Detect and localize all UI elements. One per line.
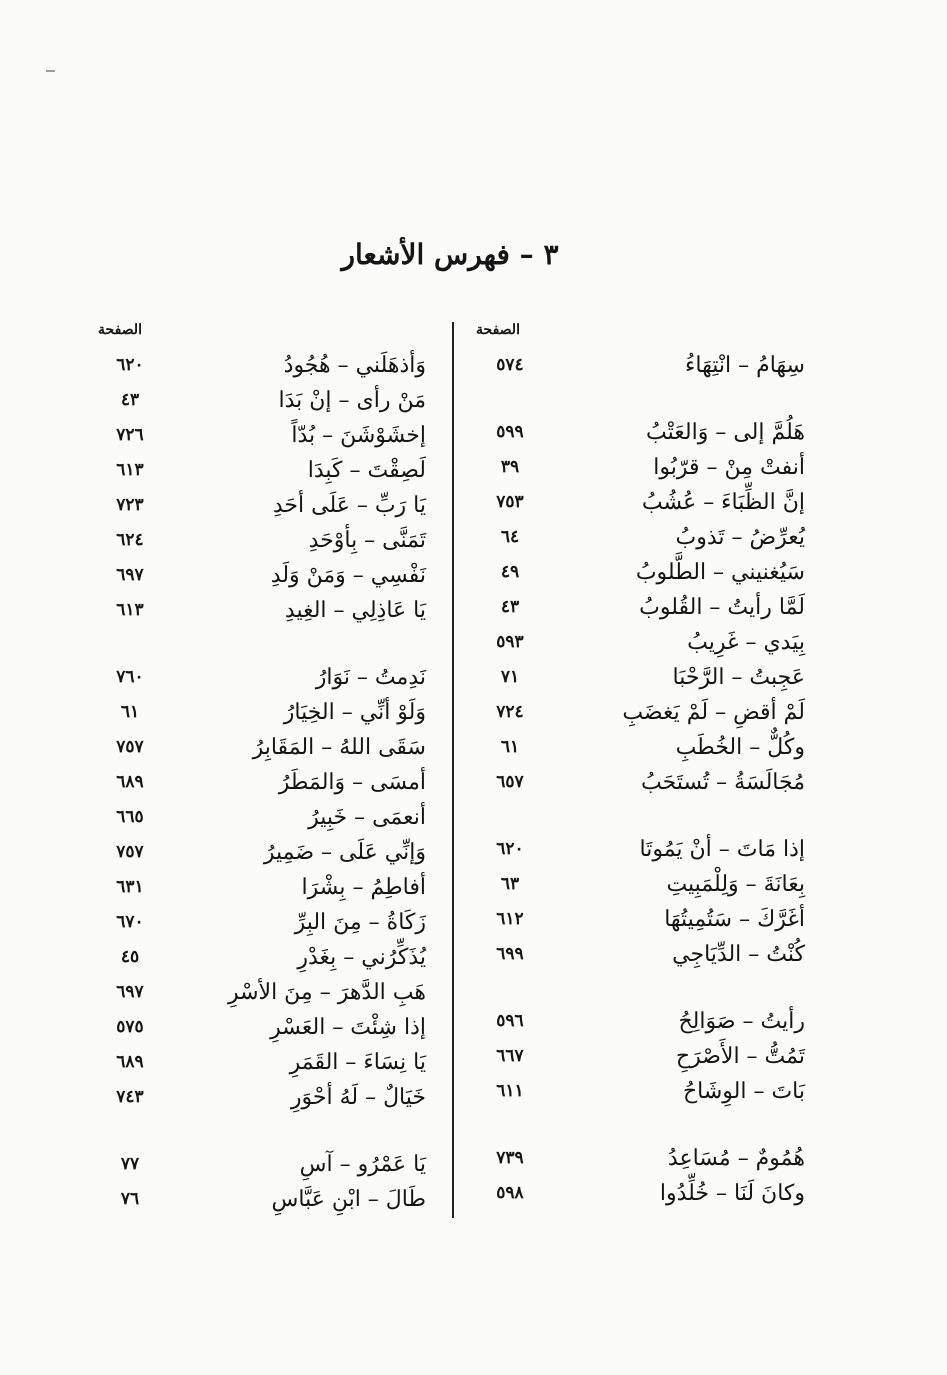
page-number: ٦٢٠ [116,355,144,375]
index-entry [90,348,426,383]
index-entry [470,1074,805,1109]
right-column-header: الصفحة [476,322,520,338]
page-number: ٧٥٧ [116,737,144,757]
verse-text: رأيتُ – صَوَالِحُ [678,1009,805,1034]
page-number: ٦٨٩ [116,772,144,792]
index-entry [470,730,805,765]
index-entry [470,450,805,485]
page-number: ٦٥٧ [496,772,524,792]
index-entry [90,1080,426,1115]
section-gap [90,1115,426,1147]
verse-text: تَمَنَّى – بِأوْحَدِ [308,528,426,553]
verse-text: بَاتَ – الوِشَاحُ [682,1079,805,1104]
page-number: ٦٢٤ [116,530,144,550]
verse-text: لَمْ أقضِ – لَمْ يَغضَبِ [622,700,805,725]
index-entry [90,1182,426,1217]
page-number: ٧٣٩ [496,1148,524,1168]
verse-text: لَمَّا رأيتُ – القُلوبُ [639,595,805,620]
left-column-header: الصفحة [98,322,142,338]
page-number: ٧٢٣ [116,495,144,515]
page-number: ٦٧٠ [116,912,144,932]
page-number: ٤٣ [500,597,520,617]
section-gap [470,972,805,1004]
verse-text: يُعرِّضُ – تَذوبُ [675,525,805,550]
section-gap [90,628,426,660]
page-number: ٧٦ [120,1189,140,1209]
page-number: ٦٩٧ [116,565,144,585]
index-entry [470,867,805,902]
index-entry [470,520,805,555]
page-number: ٦٨٩ [116,1052,144,1072]
verse-text: خَيَالٌ – لَهُ أحْوَرِ [290,1085,426,1110]
index-entry [470,415,805,450]
index-entry [470,902,805,937]
verse-text: وَأذهَلَني – هُجُودُ [283,353,426,378]
scan-mark [46,70,55,72]
verse-text: بِيَدي – غَرِيبُ [687,630,805,655]
index-entry [470,1141,805,1176]
right-index-column [470,348,805,1211]
page-number: ٥٩٣ [496,632,524,652]
page-number: ٧٤٣ [116,1087,144,1107]
page-number: ٦٣ [500,874,520,894]
index-entry [90,765,426,800]
verse-text: هُمُومٌ – مُسَاعِدُ [667,1146,805,1171]
page-number: ٦١١ [496,1081,524,1101]
index-entry [470,555,805,590]
section-gap [470,383,805,415]
page-number: ٦٦٥ [116,807,144,827]
verse-text: نَدِمتُ – نَوَارُ [315,665,426,690]
verse-text: أفاطِمُ – بِشْرَا [301,875,426,900]
index-entry [470,765,805,800]
verse-text: سَيُغنيني – الطَّلوبُ [635,560,805,585]
page-number: ٦١٢ [496,909,524,929]
page-number: ٦١ [500,737,520,757]
verse-text: إذا شِئْتَ – العَسْرِ [270,1015,426,1040]
page-number: ٤٣ [120,390,140,410]
verse-text: سَقَى اللهُ – المَقَابِرُ [252,735,426,760]
index-entry [470,660,805,695]
verse-text: بِعَانَةَ – وَلِلْمَبِيتِ [666,872,805,897]
index-entry [90,558,426,593]
index-entry [470,832,805,867]
verse-text: وكُلٌّ – الخُطَبِ [675,735,805,760]
page-number: ٧٦٠ [116,667,144,687]
page-number: ٧١ [500,667,520,687]
index-entry [470,937,805,972]
index-entry [470,485,805,520]
index-entry [90,1147,426,1182]
index-entry [90,800,426,835]
verse-text: إنَّ الظِّبَاءَ – عُشُبُ [641,490,805,515]
verse-text: طَالَ – ابْنِ عَبَّاسِ [271,1187,426,1212]
index-entry [90,488,426,523]
verse-text: يَا عَاذِلِي – الغِيدِ [284,598,426,623]
page-number: ٧٢٤ [496,702,524,722]
verse-text: يَا نِسَاءَ – القَمَرِ [289,1050,426,1075]
page-number: ٥٩٨ [496,1183,524,1203]
index-entry [90,523,426,558]
page-number: ٧٧ [120,1154,140,1174]
page-number: ٦٣١ [116,877,144,897]
verse-text: نَفْسِي – وَمَنْ وَلَدِ [270,563,426,588]
index-entry [90,1045,426,1080]
verse-text: وكانَ لَنَا – خُلِّدُوا [659,1181,805,1206]
index-entry [470,695,805,730]
index-entry [470,1176,805,1211]
verse-text: يُذَكِّرُني – بِغَدْرِ [297,945,426,970]
verse-text: زَكَاةُ – مِنَ البِرِّ [294,910,426,935]
index-entry [90,905,426,940]
page-number: ٥٧٤ [496,355,524,375]
verse-text: أنفتْ مِنْ – قرّبُوا [653,455,805,480]
page-number: ٥٧٥ [116,1017,144,1037]
index-entry [90,695,426,730]
column-divider [452,322,454,1218]
index-entry [90,870,426,905]
verse-text: إخشَوْشَنَ – بُدّاً [291,423,426,448]
index-entry [90,660,426,695]
verse-text: لَصِقْتَ – كَبِدَا [307,458,426,483]
page-number: ٧٥٣ [496,492,524,512]
page-number: ٦٩٧ [116,982,144,1002]
index-entry [470,348,805,383]
verse-text: تَمُتُّ – الأَصْرَحِ [675,1044,805,1069]
verse-text: أمسَى – وَالمَطَرُ [278,770,426,795]
page-number: ٦٤ [500,527,520,547]
page-number: ٤٩ [500,562,520,582]
index-entry [470,625,805,660]
index-entry [90,383,426,418]
page-number: ٥٩٦ [496,1011,524,1031]
page-number: ٥٩٩ [496,422,524,442]
index-entry [90,453,426,488]
verse-text: وَإنِّي عَلَى – ضَمِيرُ [263,840,426,865]
index-entry [470,590,805,625]
index-entry [470,1004,805,1039]
page-number: ٦٦٧ [496,1046,524,1066]
verse-text: يَا عَمْرُو – آسِ [299,1152,426,1177]
index-entry [90,835,426,870]
page-number: ٦١٣ [116,460,144,480]
section-gap [470,800,805,832]
page-number: ٦١ [120,702,140,722]
verse-text: عَجِبتُ – الرَّحْبَا [672,665,805,690]
verse-text: إذا مَاتَ – أنْ يَمُوتَا [639,837,805,862]
verse-text: يَا رَبِّ – عَلَى أحَدِ [272,493,426,518]
verse-text: أنعمَى – خَبِيرُ [308,805,426,830]
index-entry [90,940,426,975]
verse-text: هَلُمَّ إلى – وَالعَتْبُ [646,420,805,445]
verse-text: مُجَالَسَةُ – تُستَحَبُ [641,770,805,795]
verse-text: كُنْتُ – الدِّيَاجِي [672,942,805,967]
verse-text: أغَرَّكَ – سَتُمِيتُهَا [664,907,805,932]
index-entry [90,418,426,453]
page-number: ٧٢٦ [116,425,144,445]
index-entry [90,1010,426,1045]
page-number: ٤٥ [120,947,140,967]
verse-text: وَلَوْ أنِّي – الخِيَارُ [283,700,426,725]
page-number: ٦٢٠ [496,839,524,859]
page-title: ٣ – فهرس الأشعار [341,238,559,271]
index-entry [90,975,426,1010]
index-entry [90,730,426,765]
index-entry [470,1039,805,1074]
page-number: ٧٥٧ [116,842,144,862]
page-number: ٣٩ [500,457,520,477]
index-entry [90,593,426,628]
verse-text: هَبِ الدَّهرَ – مِنَ الأسْرِ [227,980,426,1005]
page-number: ٦١٣ [116,600,144,620]
page-number: ٦٩٩ [496,944,524,964]
left-index-column [90,348,426,1217]
verse-text: سِهَامُ – انْتِهَاءُ [685,353,805,378]
verse-text: مَنْ رأى – إنْ بَدَا [278,388,426,413]
section-gap [470,1109,805,1141]
